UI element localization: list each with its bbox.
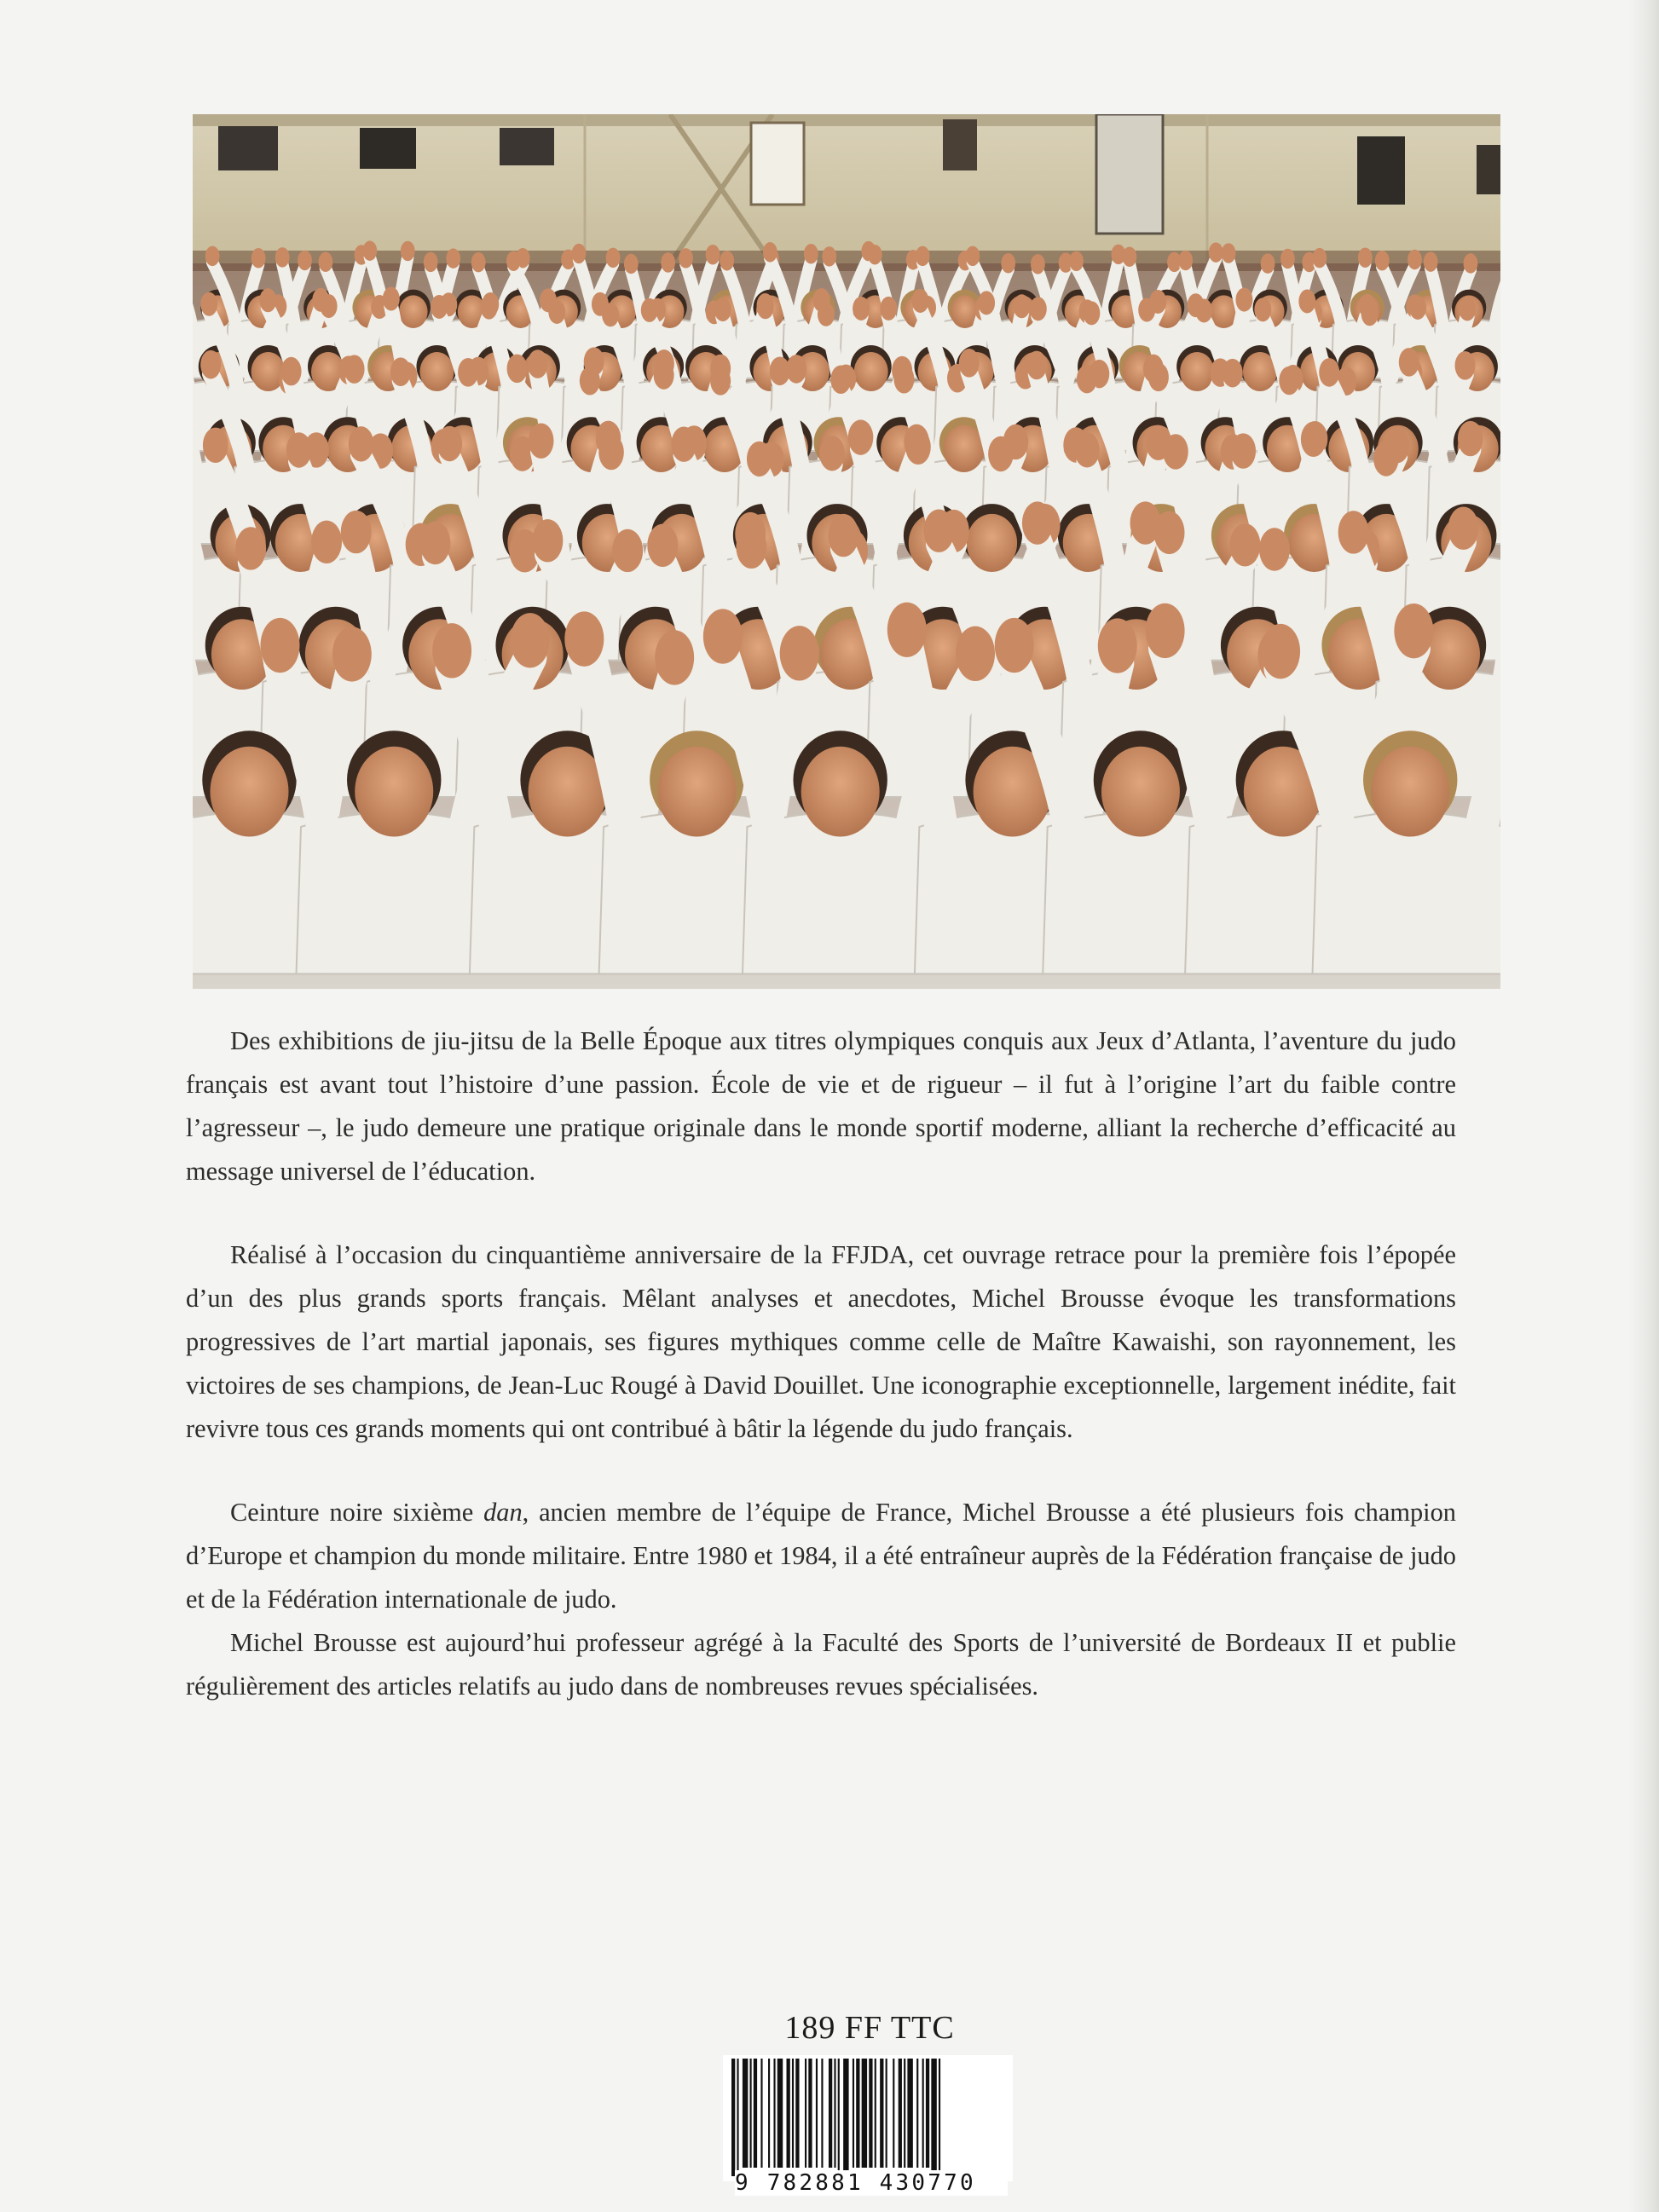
barcode-bar <box>760 2059 762 2168</box>
crowd-of-children <box>193 240 1500 973</box>
wall-photo-frame <box>943 119 977 170</box>
barcode-bar <box>731 2059 735 2176</box>
page-edge-shadow <box>1628 0 1659 2212</box>
barcode-bar <box>777 2059 783 2168</box>
paragraph-intro: Des exhibitions de jiu-jitsu de la Belle Époque aux titres olympiques conquis aux Jeux d’Atlanta, l’aventure du judo français est avant tout l’histoire d’une passion. École de vie et de rigueur – il fut à l’origine l’art du faible contre l’agresseur –, le judo demeure une pratique originale dans le monde sportif moderne, alliant la recherche d’efficacité au message universel de l’éducation. <box>186 1026 1456 1186</box>
barcode-bar <box>834 2059 835 2168</box>
barcode-bar <box>926 2059 929 2168</box>
barcode-bar <box>821 2059 823 2168</box>
barcode-bar <box>795 2059 799 2168</box>
barcode-bar <box>893 2059 894 2168</box>
author-bio-italic-dan: dan <box>483 1498 523 1527</box>
barcode-bar <box>939 2059 940 2176</box>
barcode-bar <box>904 2059 905 2168</box>
barcode-bar <box>792 2059 794 2168</box>
author-bio-text-start: Ceinture noire sixième <box>230 1498 484 1527</box>
barcode-bar <box>856 2059 859 2168</box>
barcode-bar <box>886 2059 887 2168</box>
barcode-bar <box>754 2059 757 2168</box>
back-cover-text <box>186 1019 1456 1708</box>
barcode-bar <box>862 2059 867 2168</box>
barcode-bar <box>737 2059 738 2176</box>
paragraph-author-position: Michel Brousse est aujourd’hui professeur agrégé à la Faculté des Sports de l’université de Bordeaux II et publie régulièrement des articles relatifs au judo dans de nombreuses revues spécialisées. <box>186 1628 1456 1701</box>
wall-photo-frame <box>1357 136 1405 205</box>
price-label: 189 FF TTC <box>784 2010 955 2046</box>
barcode-bar <box>931 2059 936 2176</box>
cover-photo-children-judo-class <box>193 114 1500 989</box>
ceiling-beam <box>193 114 1500 126</box>
paragraph-author-bio <box>186 1491 1456 1621</box>
wall-photo-frame <box>360 128 416 169</box>
barcode-bar <box>773 2059 775 2168</box>
wall-board <box>1096 114 1163 234</box>
paragraph-book-description: Réalisé à l’occasion du cinquantième anniversaire de la FFJDA, cet ouvrage retrace pour la première fois l’épopée d’un des plus grands sports français. Mêlant analyses et anecdotes, Michel Brousse évoque les transformations progressives de l’art martial japonais, ses figures mythiques comme celle de Maître Kawaishi, son rayonnement, les victoires de ses champions, de Jean-Luc Rougé à David Douillet. Une iconographie exceptionnelle, largement inédite, fait revivre tous ces grands moments qui ont contribué à bâtir la légende du judo français. <box>186 1240 1456 1443</box>
isbn-barcode <box>723 2055 1013 2181</box>
barcode-bar <box>768 2059 770 2168</box>
barcode-bar <box>922 2059 924 2168</box>
barcode-bar <box>743 2059 748 2168</box>
barcode-bars <box>723 2055 1013 2181</box>
barcode-bar <box>880 2059 883 2168</box>
barcode-bar <box>808 2059 812 2168</box>
barcode-bar <box>869 2059 872 2168</box>
barcode-bar <box>787 2059 790 2168</box>
barcode-bar <box>805 2059 806 2168</box>
wall-photo-frame <box>1477 145 1500 194</box>
author-bio-text-end: , ancien membre de l’équipe de France, Michel Brousse a été plusieurs fois champion d’Europe et champion du monde militaire. Entre 1980 et 1984, il a été entraîneur auprès de la Fédération française de judo et de la Fédération internationale de judo. <box>186 1498 1456 1614</box>
barcode-bar <box>899 2059 902 2168</box>
wall-certificate <box>751 123 804 205</box>
wall-photo-frame <box>218 126 278 170</box>
barcode-bar <box>838 2059 840 2176</box>
isbn-number: 9 782881 430770 <box>735 2170 1008 2196</box>
wall-photo-frame <box>500 128 554 165</box>
barcode-bar <box>843 2059 848 2176</box>
barcode-bar <box>875 2059 876 2168</box>
barcode-bar <box>907 2059 912 2168</box>
photo-illustration <box>193 114 1500 989</box>
barcode-bar <box>916 2059 918 2168</box>
barcode-bar <box>829 2059 832 2168</box>
barcode-bar <box>816 2059 818 2168</box>
barcode-bar <box>853 2059 854 2168</box>
barcode-bar <box>750 2059 752 2168</box>
